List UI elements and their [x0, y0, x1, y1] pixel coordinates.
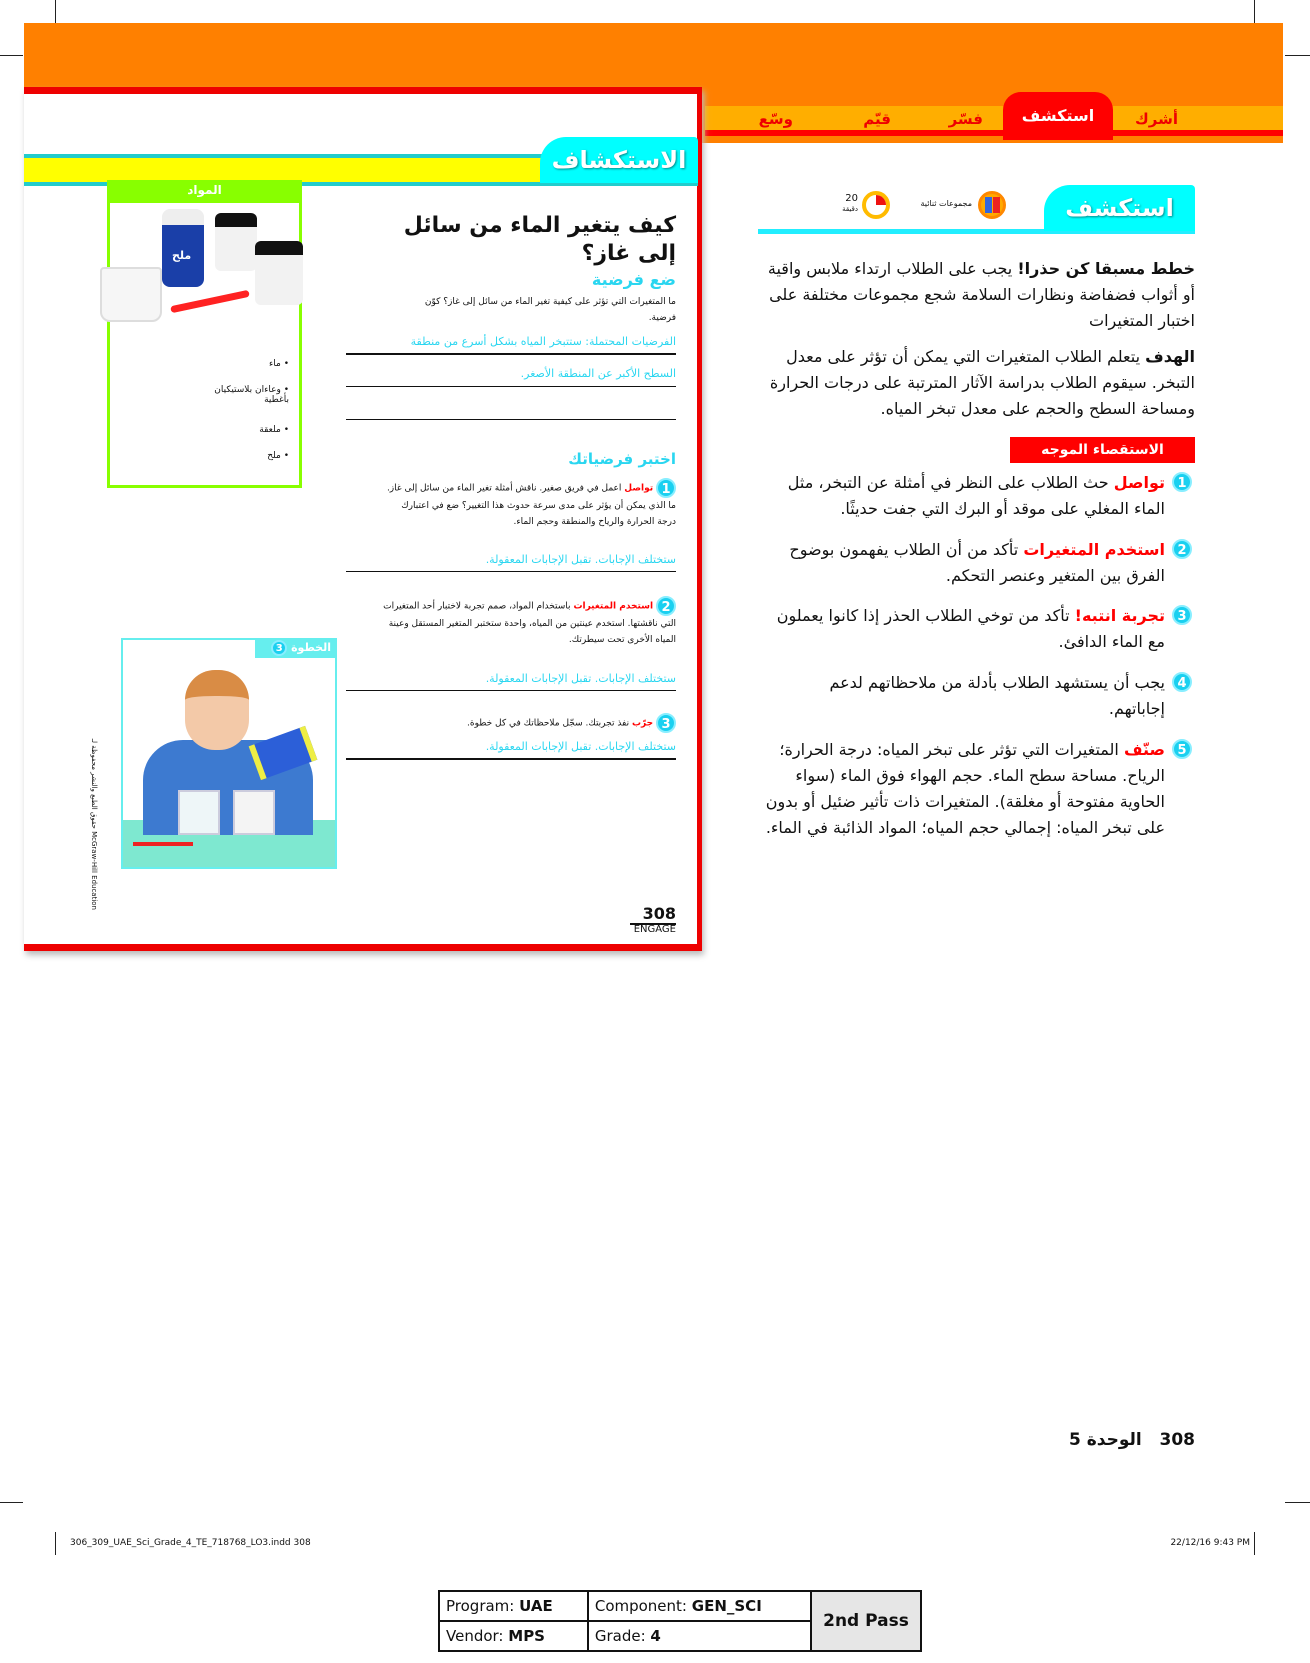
plastic-jar-image	[255, 241, 303, 305]
boy-head	[185, 670, 249, 750]
group-icon	[978, 191, 1006, 219]
guided-item-4: يجب أن يستشهد الطلاب بأدلة من ملاحظاتهم لدعم إجاباتهم.	[829, 673, 1165, 718]
answer-line	[346, 571, 676, 572]
time-unit: دقيقة	[842, 205, 858, 213]
crop-mark	[1285, 55, 1310, 56]
copyright-credit: McGraw-Hill Education حقوق الطبع والنشر محفوظة لـ	[90, 738, 98, 910]
material-item: • ملح	[267, 451, 289, 461]
guided-item-1: تواصل حث الطلاب على النظر في أمثلة عن التبخر، مثل الماء المغلي على موقد أو البرك التي جفت حديثًا.	[787, 473, 1165, 518]
grouping-label: مجموعات ثنائية	[920, 199, 972, 208]
step-answer: ستختلف الإجابات. تقبل الإجابات المعقولة.	[485, 672, 676, 685]
file-slug: 306_309_UAE_Sci_Grade_4_TE_718768_LO3.indd 308	[70, 1538, 311, 1548]
answer-line	[346, 353, 676, 355]
step-number-badge: 3	[656, 713, 676, 733]
number-badge: 2	[1172, 539, 1192, 559]
step-1: 1 تواصل اعمل في فريق صغير. ناقش أمثلة تغير الماء من سائل إلى غاز. ما الذي يمكن أن يؤثر على مدى سرعة حدوث هذا التغيير؟ ضع في اعتبارك درجة الحرارة والرياح والمنطقة وحجم الماء.	[380, 478, 676, 530]
material-item: • ماء	[269, 359, 289, 369]
answer-line	[346, 386, 676, 387]
step-3: 3 جرّب نفذ تجربتك. سجّل ملاحظاتك في كل خطوة.	[380, 713, 676, 733]
crop-mark	[55, 0, 56, 23]
guided-inquiry-heading: الاستقصاء الموجه	[1010, 437, 1195, 463]
materials-title: المواد	[110, 183, 299, 203]
crop-mark	[55, 1532, 56, 1555]
guided-item-2: استخدم المتغيرات تأكد من أن الطلاب يفهمون بوضوح الفرق بين المتغير وعنصر التحكم.	[789, 540, 1165, 585]
answer-line	[346, 758, 676, 760]
tab-engage[interactable]: أشرك	[1135, 110, 1178, 128]
number-badge: 4	[1172, 672, 1192, 692]
material-item: • وعاءان بلاستيكيان بأغطية	[214, 385, 289, 405]
hypothesis-heading: ضع فرضية	[591, 270, 676, 289]
tab-evaluate[interactable]: قيّم	[863, 110, 891, 128]
page-label: ENGAGE	[633, 924, 676, 935]
answer-line	[346, 419, 676, 420]
materials-box	[107, 180, 302, 488]
hypothesis-answer: الفرضيات المحتملة: ستتبخر المياه بشكل أسرع من منطقة	[410, 335, 676, 348]
step-2: 2 استخدم المتغيرات باستخدام المواد، صمم تجربة لاختبار أحد المتغيرات التي ناقشتها. استخدم عينتين من المياه، واحدة ستختبر المتغير المستقل وعينة المياه الأخرى تحت سيطرتك.	[380, 596, 676, 648]
number-badge: 1	[1172, 472, 1192, 492]
proof-info-table	[438, 1590, 922, 1652]
crop-mark	[1254, 0, 1255, 23]
spoon-image	[133, 842, 193, 846]
time-value: 20	[845, 193, 858, 204]
step-answer: ستختلف الإجابات. تقبل الإجابات المعقولة.	[485, 553, 676, 566]
objective-note: الهدف يتعلم الطلاب المتغيرات التي يمكن أن تؤثر على معدل التبخر. سيقوم الطلاب بدراسة الآثار المترتبة على درجات الحرارة ومساحة السطح والحجم على معدل تبخر المياه.	[769, 347, 1195, 418]
pass-cell: 2nd Pass	[811, 1591, 921, 1651]
jar-image	[233, 790, 275, 835]
salt-container-image: ملح	[162, 209, 204, 287]
crop-mark	[1285, 1502, 1310, 1503]
step-badge: الخطوة 3	[255, 640, 335, 658]
step-number-badge: 1	[656, 478, 676, 498]
measuring-cup-image	[100, 267, 162, 322]
tab-explore-active[interactable]: استكشف	[1003, 92, 1113, 140]
guided-item-5: صنّف المتغيرات التي تؤثر على تبخر المياه: درجة الحرارة؛ الرياح. مساحة سطح الماء. حجم الهواء فوق الماء (سواء الحاوية مفتوحة أو مغلقة). المتغيرات ذات تأثير ضئيل أو بدون على تبخر المياه: إجمالي حجم المياه؛ المواد الذائبة في الماء.	[765, 740, 1165, 837]
plastic-jar-image	[215, 213, 257, 271]
tab-elaborate[interactable]: وسّع	[758, 110, 793, 128]
hypothesis-prompt: ما المتغيرات التي تؤثر على كيفية تغير الماء من سائل إلى غاز؟ كوّن فرضية.	[424, 297, 676, 323]
page-footer: 308 الوحدة 5	[1068, 1430, 1195, 1450]
hypothesis-answer: السطح الأكبر عن المنطقة الأصغر.	[520, 367, 676, 380]
page-title: كيف يتغير الماء من سائل إلى غاز؟	[403, 213, 676, 266]
explore-header: استكشف	[1044, 185, 1195, 231]
timer-icon	[862, 191, 890, 219]
tab-explain[interactable]: فسّر	[948, 110, 983, 128]
program-cell: Program: UAE	[439, 1591, 588, 1621]
spoon-image	[170, 290, 250, 313]
page-number: 308	[630, 904, 676, 925]
jar-image	[178, 790, 220, 835]
crop-mark	[1254, 1532, 1255, 1555]
crop-mark	[0, 55, 23, 56]
plan-ahead-note: خطط مسبقا كن حذرا! يجب على الطلاب ارتداء ملابس واقية أو أثواب فضفاضة ونظارات السلامة شجع مجموعات مختلفة على اختبار المتغيرات	[767, 259, 1195, 330]
step-3-photo	[121, 638, 337, 869]
guided-item-3: تجربة انتبه! تأكد من توخي الطلاب الحذر إذا كانوا يعملون مع الماء الدافئ.	[776, 606, 1165, 651]
component-cell: Component: GEN_SCI	[588, 1591, 811, 1621]
number-badge: 3	[1172, 605, 1192, 625]
explore-banner: الاستكشاف	[540, 137, 698, 183]
answer-line	[346, 690, 676, 691]
vendor-cell: Vendor: MPS	[439, 1621, 588, 1651]
date-slug: 22/12/16 9:43 PM	[1170, 1538, 1250, 1548]
number-badge: 5	[1172, 739, 1192, 759]
test-heading: اختبر فرضياتك	[568, 450, 676, 468]
crop-mark	[0, 1502, 23, 1503]
material-item: • ملعقة	[259, 425, 289, 435]
grade-cell: Grade: 4	[588, 1621, 811, 1651]
step-number-badge: 2	[656, 596, 676, 616]
step-answer: ستختلف الإجابات. تقبل الإجابات المعقولة.	[485, 740, 676, 753]
phase-tabs	[705, 106, 1283, 136]
